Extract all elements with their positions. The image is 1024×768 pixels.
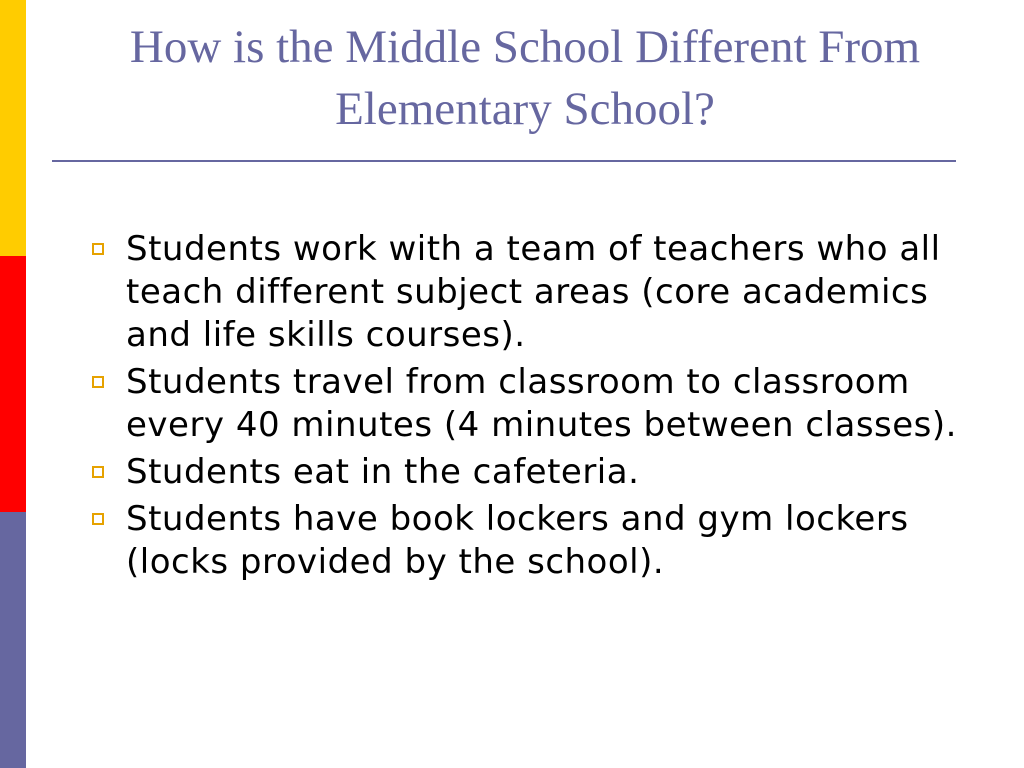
accent-bar-red xyxy=(0,256,26,512)
bullet-item xyxy=(92,361,992,447)
bullet-item xyxy=(92,498,992,584)
accent-bar-slate xyxy=(0,512,26,768)
accent-bar-yellow xyxy=(0,0,26,256)
bullet-text: Students eat in the cafeteria. xyxy=(126,452,640,492)
bullet-item xyxy=(92,451,992,494)
bullet-list xyxy=(92,228,992,588)
square-bullet-icon xyxy=(92,513,104,525)
square-bullet-icon xyxy=(92,466,104,478)
slide-title: How is the Middle School Different From Elementary School? xyxy=(129,21,921,135)
square-bullet-icon xyxy=(92,243,104,255)
title-divider xyxy=(52,160,956,162)
bullet-text: Students travel from classroom to classroom every 40 minutes (4 minutes between classes). xyxy=(126,362,957,445)
bullet-text: Students work with a team of teachers who all teach different subject areas (core academics and life skills courses). xyxy=(126,229,941,355)
square-bullet-icon xyxy=(92,376,104,388)
bullet-text: Students have book lockers and gym lockers (locks provided by the school). xyxy=(126,499,909,582)
bullet-item xyxy=(92,228,992,357)
